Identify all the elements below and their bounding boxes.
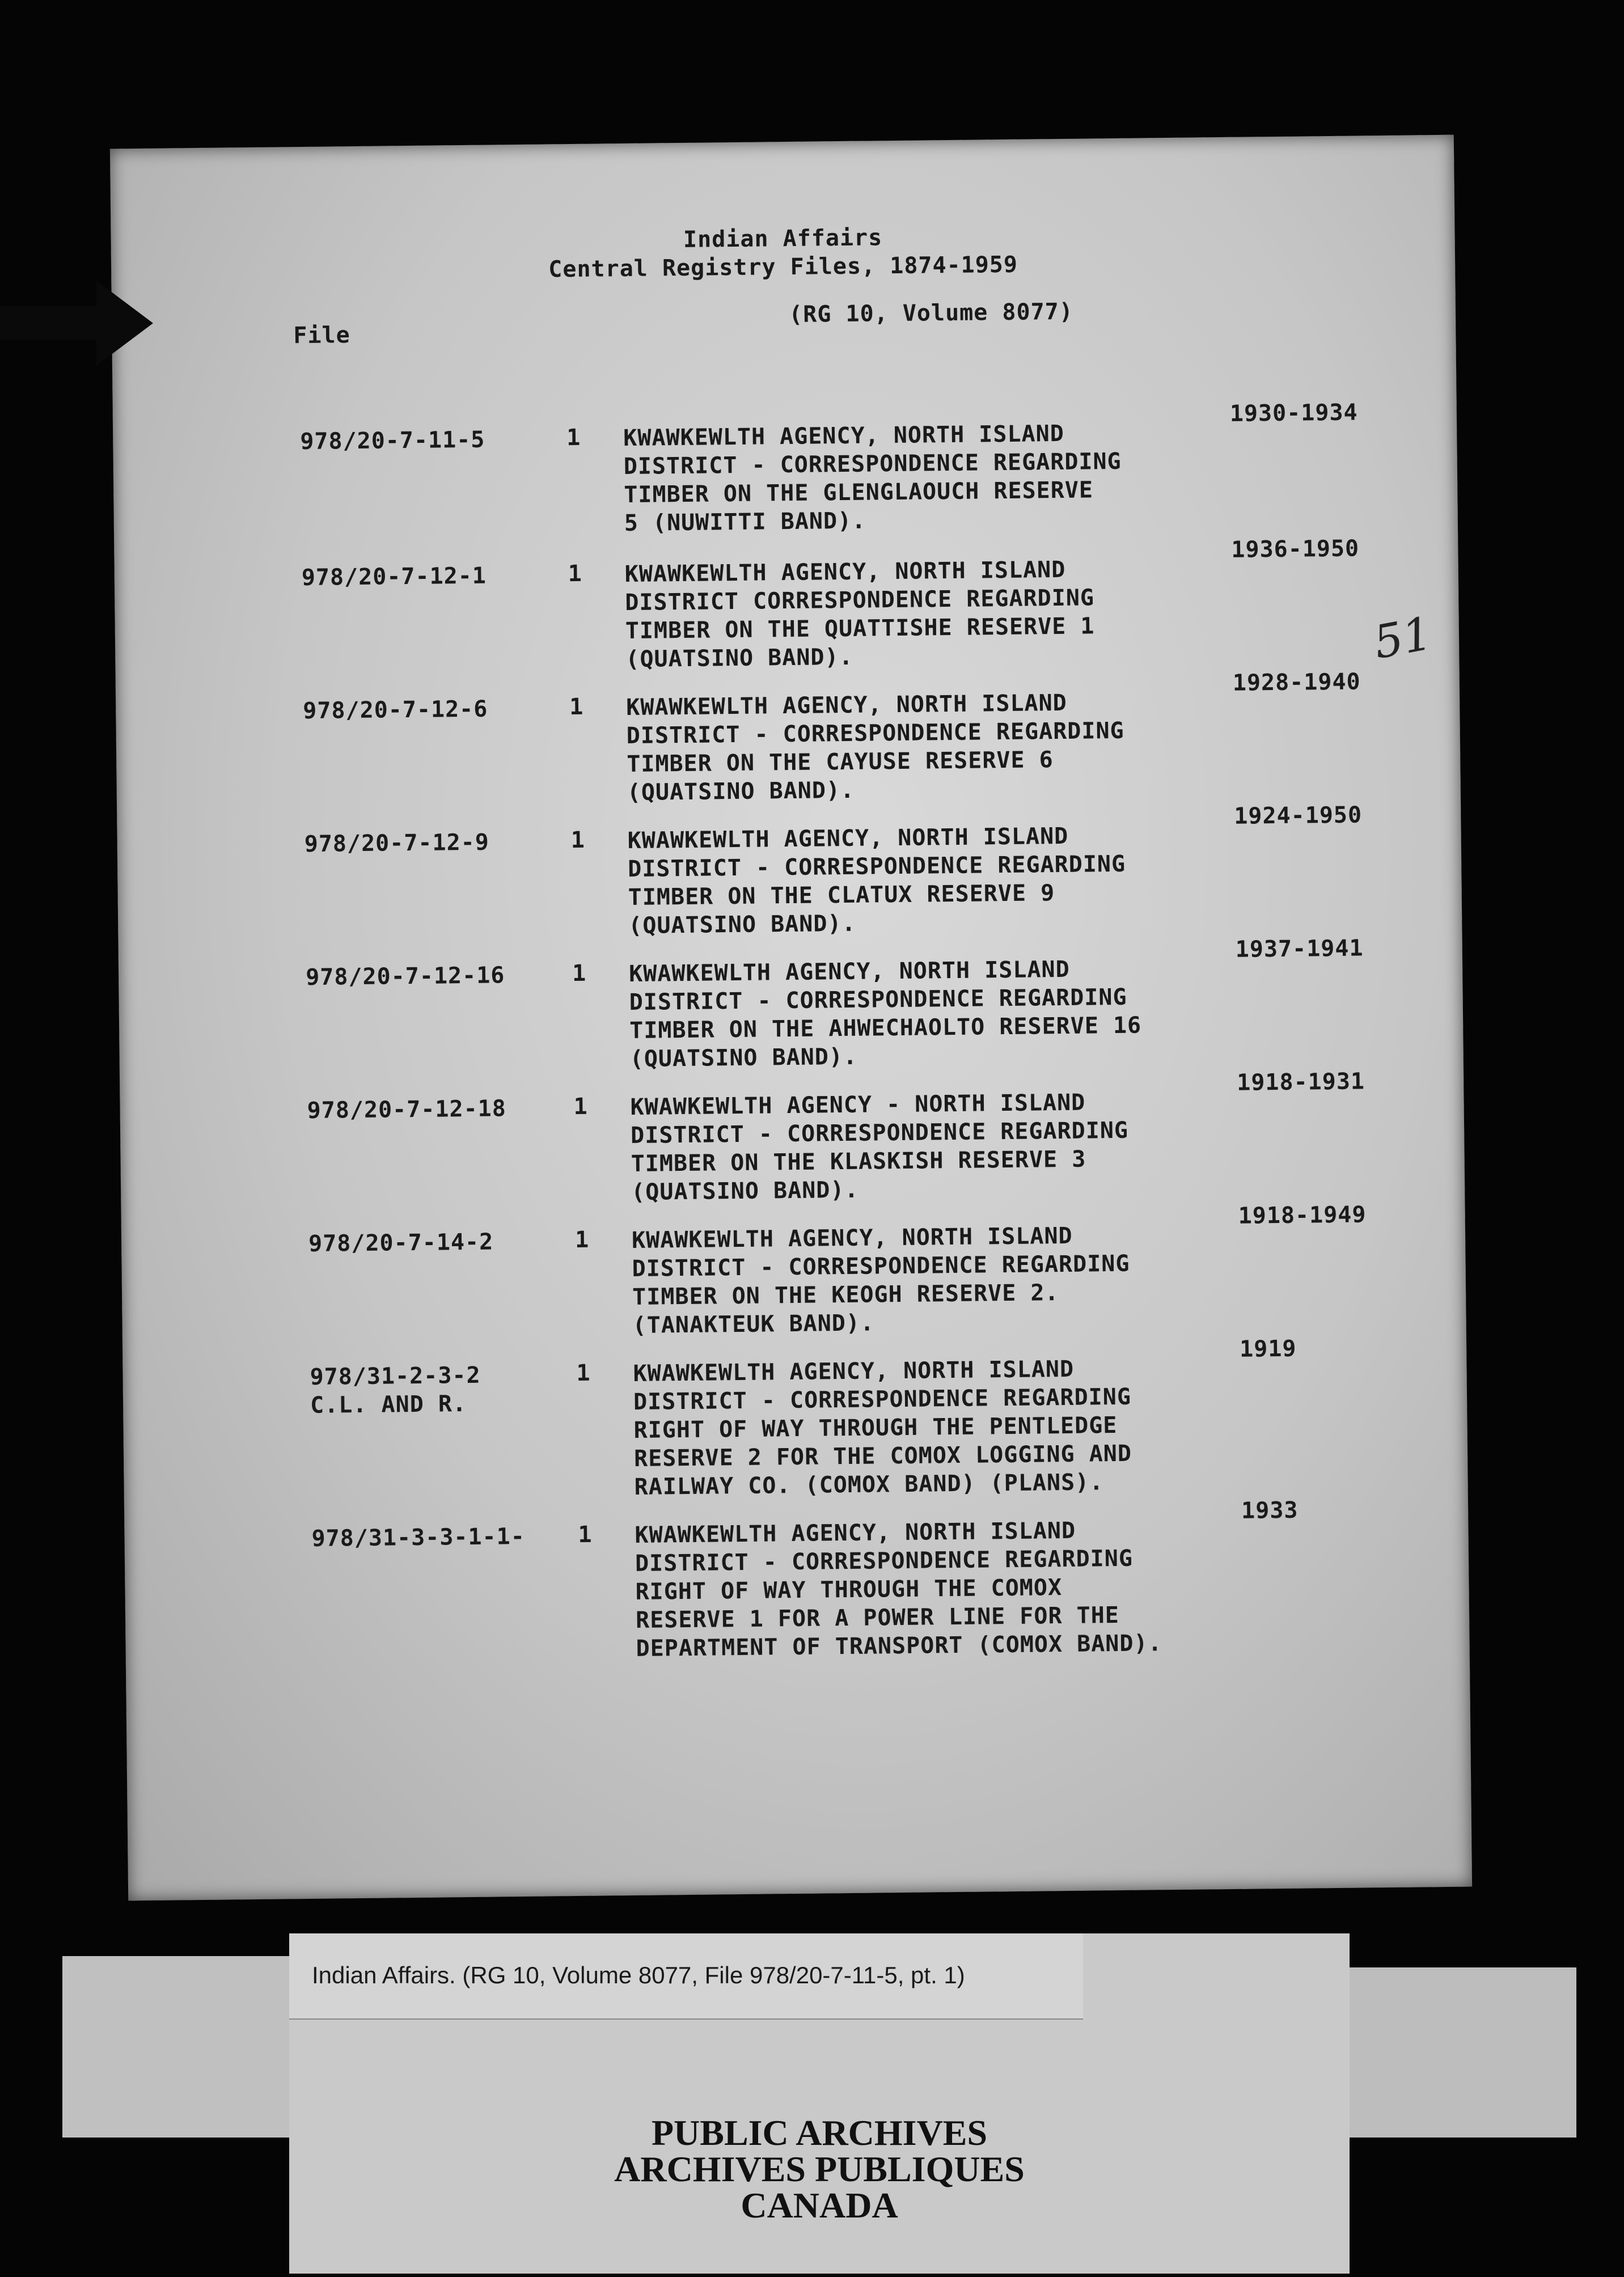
file-number: 978/20-7-12-18 <box>307 1095 507 1124</box>
file-number: 978/31-3-3-1-1- <box>311 1523 526 1552</box>
file-entry <box>121 1201 1465 1339</box>
document-page <box>110 135 1472 1901</box>
date-range: 1936-1950 <box>1231 535 1360 563</box>
file-description: KWAWKEWLTH AGENCY, NORTH ISLAND DISTRICT - CORRESPONDENCE REGARDING TIMBER ON THE AHWECHAOLTO RESERVE 16 (QUATSINO BAND). <box>628 956 1142 1072</box>
file-description: KWAWKEWLTH AGENCY, NORTH ISLAND DISTRICT - CORRESPONDENCE REGARDING TIMBER ON THE CLATUX RESERVE 9 (QUATSINO BAND). <box>627 823 1126 939</box>
file-entry <box>113 399 1457 537</box>
file-number: 978/20-7-12-16 <box>305 962 505 991</box>
file-number: 978/20-7-14-2 <box>308 1229 494 1257</box>
part-number: 1 <box>568 560 583 587</box>
part-number: 1 <box>572 960 587 987</box>
citation-text: Indian Affairs. (RG 10, Volume 8077, File 978/20-7-11-5, pt. 1) <box>312 1962 965 1988</box>
file-number: 978/20-7-12-1 <box>301 562 487 591</box>
file-entry <box>120 1068 1464 1205</box>
file-column-label: File <box>293 322 350 349</box>
archives-stamp-line: PUBLIC ARCHIVES <box>651 2113 988 2153</box>
handwritten-mark: 51 <box>1369 607 1436 670</box>
archives-stamp-line: ARCHIVES PUBLIQUES <box>614 2149 1025 2189</box>
file-description: KWAWKEWLTH AGENCY, NORTH ISLAND DISTRICT - CORRESPONDENCE REGARDING TIMBER ON THE GLENGLAOUCH RESERVE 5 (NUWITTI BAND). <box>623 420 1122 537</box>
part-number: 1 <box>569 693 584 721</box>
part-number: 1 <box>578 1521 593 1548</box>
date-range: 1928-1940 <box>1232 668 1361 696</box>
file-description: KWAWKEWLTH AGENCY, NORTH ISLAND DISTRICT - CORRESPONDENCE REGARDING RIGHT OF WAY THROUGH THE PENTLEDGE RESERVE 2 FOR THE COMOX LOGGING AND RAILWAY CO. (COMOX BAND) (PLANS). <box>633 1356 1132 1500</box>
date-range: 1924-1950 <box>1234 802 1363 829</box>
file-description: KWAWKEWLTH AGENCY, NORTH ISLAND DISTRICT CORRESPONDENCE REGARDING TIMBER ON THE QUATTISHE RESERVE 1 (QUATSINO BAND). <box>624 556 1095 673</box>
file-number: 978/31-2-3-2 C.L. AND R. <box>310 1362 481 1419</box>
date-range: 1930-1934 <box>1229 399 1358 427</box>
part-number: 1 <box>566 424 581 451</box>
header-title: Indian Affairs <box>683 225 883 253</box>
date-range: 1933 <box>1241 1497 1299 1524</box>
file-entry <box>119 935 1462 1072</box>
date-range: 1918-1949 <box>1238 1201 1367 1229</box>
citation-strip <box>289 1933 1083 2020</box>
file-description: KWAWKEWLTH AGENCY, NORTH ISLAND DISTRICT - CORRESPONDENCE REGARDING TIMBER ON THE CAYUSE RESERVE 6 (QUATSINO BAND). <box>626 689 1124 806</box>
label-tab <box>62 1956 289 2138</box>
file-entry <box>124 1497 1468 1662</box>
file-description: KWAWKEWLTH AGENCY - NORTH ISLAND DISTRICT - CORRESPONDENCE REGARDING TIMBER ON THE KLASKISH RESERVE 3 (QUATSINO BAND). <box>630 1089 1129 1205</box>
date-range: 1919 <box>1239 1335 1297 1362</box>
file-entry <box>117 802 1461 939</box>
file-entry <box>122 1335 1466 1500</box>
date-range: 1918-1931 <box>1237 1068 1365 1096</box>
part-number: 1 <box>576 1360 591 1386</box>
part-number: 1 <box>570 827 586 854</box>
pointer-arrow-icon <box>0 281 153 366</box>
header-subtitle: Central Registry Files, 1874-1959 <box>548 251 1018 283</box>
file-number: 978/20-7-12-6 <box>303 696 488 724</box>
file-entry <box>116 668 1460 806</box>
header-volume: (RG 10, Volume 8077) <box>788 298 1074 328</box>
label-tab <box>1350 1967 1576 2138</box>
part-number: 1 <box>574 1226 590 1254</box>
date-range: 1937-1941 <box>1235 935 1364 963</box>
archives-stamp-line: CANADA <box>741 2185 898 2225</box>
file-description: KWAWKEWLTH AGENCY, NORTH ISLAND DISTRICT - CORRESPONDENCE REGARDING TIMBER ON THE KEOGH RESERVE 2. (TANAKTEUK BAND). <box>631 1222 1130 1339</box>
file-description: KWAWKEWLTH AGENCY, NORTH ISLAND DISTRICT - CORRESPONDENCE REGARDING RIGHT OF WAY THROUGH THE COMOX RESERVE 1 FOR A POWER LINE FOR THE DEPARTMENT OF TRANSPORT (COMOX BAND). <box>635 1517 1162 1662</box>
part-number: 1 <box>573 1093 588 1120</box>
file-number: 978/20-7-11-5 <box>300 426 485 455</box>
archive-label-card <box>289 1933 1350 2274</box>
file-number: 978/20-7-12-9 <box>304 829 490 857</box>
